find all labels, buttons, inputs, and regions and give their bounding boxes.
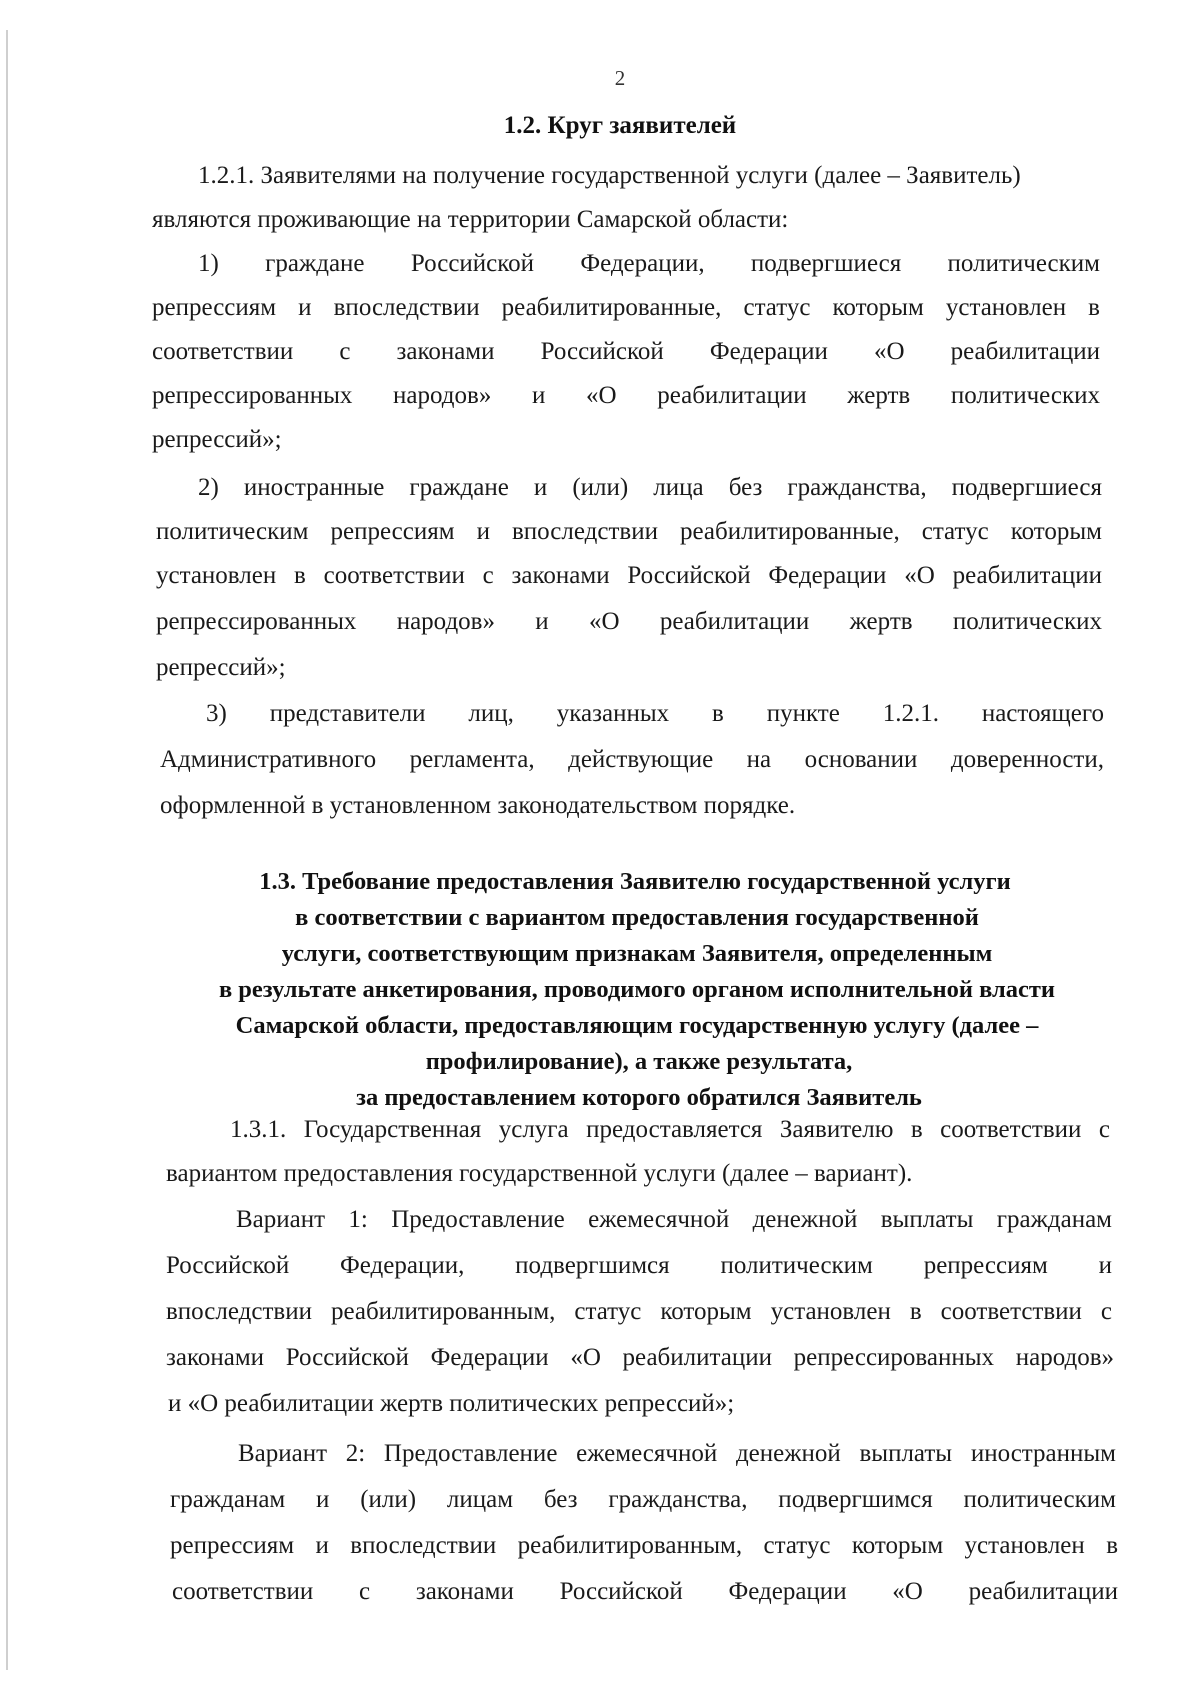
heading-line: в соответствии с вариантом предоставления государственной <box>295 904 979 931</box>
text-line: репрессиям и впоследствии реабилитированные, статус которым установлен в <box>152 294 1100 321</box>
page-number: 2 <box>614 66 626 90</box>
text-line: репрессированных народов» и «О реабилитации жертв политических <box>156 608 1102 635</box>
heading-line: Самарской области, предоставляющим государственную услугу (далее – <box>235 1012 1039 1039</box>
section-heading-1-2: 1.2. Круг заявителей <box>503 112 737 139</box>
text-line: репрессий»; <box>152 426 282 453</box>
text-line: оформленной в установленном законодательством порядке. <box>160 792 796 819</box>
text-line: Административного регламента, действующие на основании доверенности, <box>160 746 1104 773</box>
text-line: установлен в соответствии с законами Российской Федерации «О реабилитации <box>156 562 1102 589</box>
text-line: политическим репрессиям и впоследствии реабилитированные, статус которым <box>156 518 1102 545</box>
text-line: впоследствии реабилитированным, статус которым установлен в соответствии с <box>166 1298 1112 1325</box>
text-line: гражданам и (или) лицам без гражданства, подвергшимся политическим <box>170 1486 1116 1513</box>
text-line: являются проживающие на территории Самарской области: <box>152 206 789 233</box>
text-line: соответствии с законами Российской Федерации «О реабилитации <box>152 338 1100 365</box>
heading-line: в результате анкетирования, проводимого органом исполнительной власти <box>218 976 1056 1003</box>
text-line: вариантом предоставления государственной услуги (далее – вариант). <box>166 1160 913 1187</box>
text-line: Вариант 2: Предоставление ежемесячной денежной выплаты иностранным <box>238 1440 1116 1467</box>
text-line: репрессий»; <box>156 654 286 681</box>
text-line: 1.2.1. Заявителями на получение государственной услуги (далее – Заявитель) <box>198 162 1021 189</box>
text-line: 1) граждане Российской Федерации, подвергшиеся политическим <box>198 250 1100 277</box>
text-line: Российской Федерации, подвергшимся политическим репрессиям и <box>166 1252 1112 1279</box>
heading-line: услуги, соответствующим признакам Заявителя, определенным <box>281 940 993 967</box>
text-line: Вариант 1: Предоставление ежемесячной денежной выплаты гражданам <box>236 1206 1112 1233</box>
text-line: законами Российской Федерации «О реабилитации репрессированных народов» <box>166 1344 1114 1371</box>
text-line: репрессированных народов» и «О реабилитации жертв политических <box>152 382 1100 409</box>
heading-line: 1.3. Требование предоставления Заявителю государственной услуги <box>259 868 1011 895</box>
text-line: соответствии с законами Российской Федерации «О реабилитации <box>172 1578 1118 1605</box>
text-line: 2) иностранные граждане и (или) лица без гражданства, подвергшиеся <box>198 474 1102 501</box>
text-line: 3) представители лиц, указанных в пункте 1.2.1. настоящего <box>206 700 1104 727</box>
text-line: репрессиям и впоследствии реабилитированным, статус которым установлен в <box>170 1532 1118 1559</box>
text-line: 1.3.1. Государственная услуга предоставляется Заявителю в соответствии с <box>230 1116 1110 1143</box>
heading-line: профилирование), а также результата, <box>425 1048 853 1075</box>
heading-line: за предоставлением которого обратился Заявитель <box>356 1084 922 1111</box>
text-line: и «О реабилитации жертв политических репрессий»; <box>168 1390 735 1417</box>
